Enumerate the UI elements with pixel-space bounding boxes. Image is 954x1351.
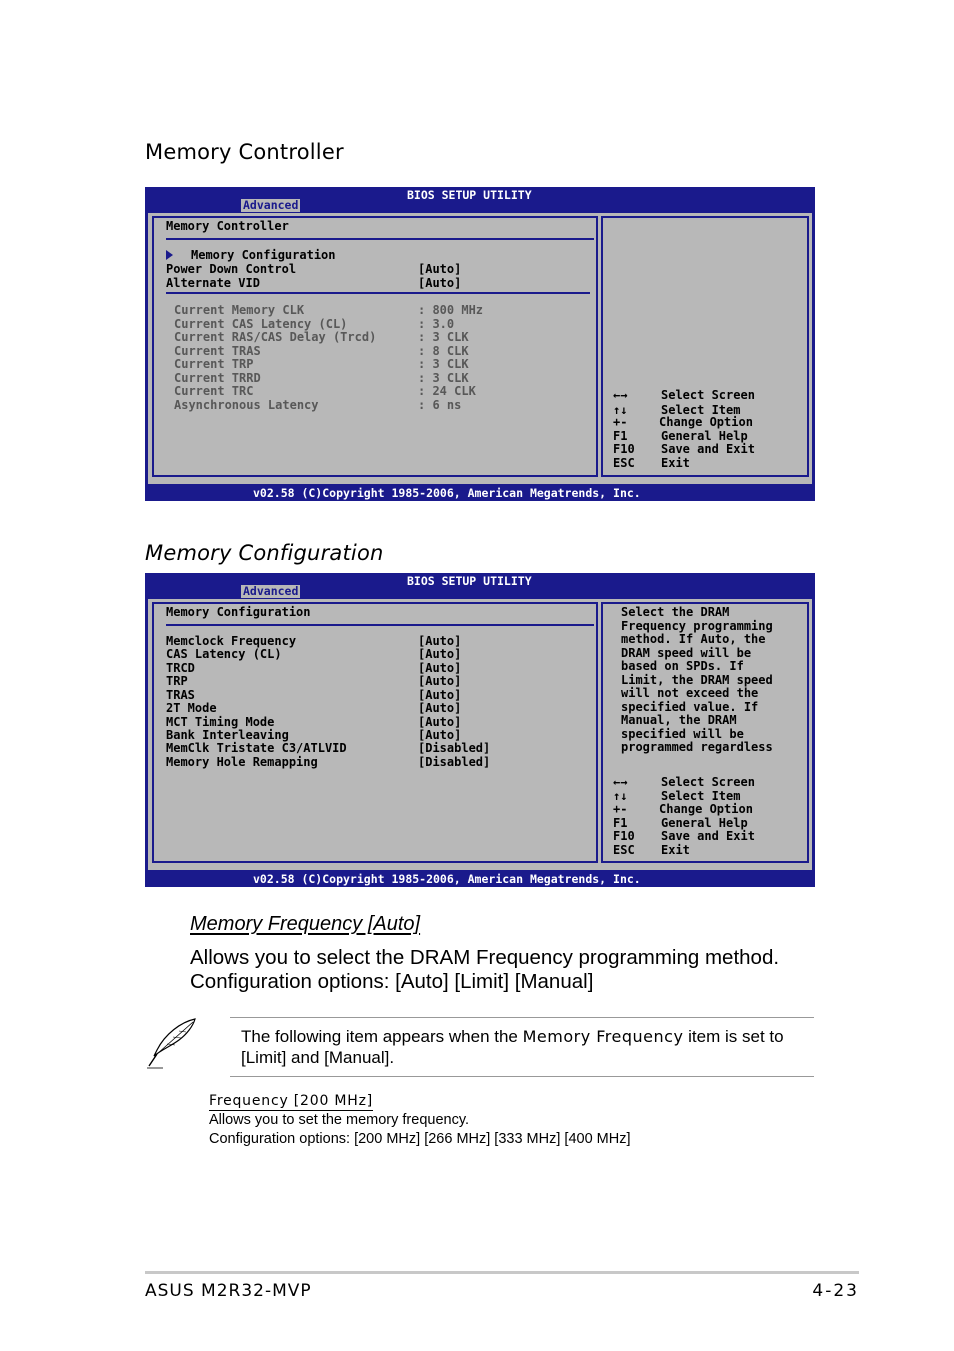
key-f10: F10 [613, 442, 635, 456]
info-row [174, 371, 594, 385]
setting-label: Bank Interleaving [166, 728, 289, 742]
arrows-up-down-icon: ↑↓ [613, 403, 628, 417]
setting-label: CAS Latency (CL) [166, 647, 282, 661]
help-line: method. If Auto, the [621, 632, 766, 646]
info-value: : 3.0 [418, 317, 455, 331]
setting-value[interactable]: [Disabled] [418, 741, 491, 755]
info-value: : 3 CLK [418, 357, 469, 371]
help-line: based on SPDs. If [621, 659, 744, 673]
help-line: Frequency programming [621, 618, 773, 633]
bios-left-panel [152, 216, 598, 477]
info-label: Current TRP [174, 357, 254, 371]
key-row [613, 802, 803, 816]
key-esc: ESC [613, 843, 635, 857]
panel-title: Memory Controller [166, 219, 289, 233]
setting-2t-mode[interactable] [166, 701, 586, 715]
key-desc: Select Item [661, 789, 741, 803]
help-line: Select the DRAM [621, 605, 730, 619]
key-desc: General Help [661, 816, 748, 830]
title-divider [166, 238, 594, 240]
setting-label: Power Down Control [166, 262, 297, 276]
info-value: : 8 CLK [418, 344, 469, 358]
plus-minus-icon: +- [613, 415, 628, 429]
setting-value[interactable]: [Auto] [418, 728, 462, 742]
key-row [613, 429, 803, 443]
copyright-text: v02.58 (C)Copyright 1985-2006, American Megatrends, Inc. [253, 872, 641, 886]
key-desc: Select Screen [661, 775, 755, 789]
info-row [174, 303, 594, 317]
info-value: : 3 CLK [418, 330, 469, 344]
setting-mct-timing-mode[interactable] [166, 715, 586, 729]
key-desc: General Help [661, 429, 748, 443]
key-row [613, 388, 803, 402]
bios-title: BIOS SETUP UTILITY [407, 188, 532, 202]
setting-value[interactable]: [Auto] [418, 674, 462, 688]
setting-value[interactable]: [Disabled] [418, 755, 491, 769]
help-line: Manual, the DRAM [621, 713, 737, 727]
info-label: Current TRAS [174, 344, 261, 358]
tab-advanced[interactable]: Advanced [243, 584, 299, 598]
bios-right-panel [601, 216, 809, 477]
item-options: Configuration options: [Auto] [Limit] [Manual] [190, 970, 594, 993]
help-line: will not exceed the [621, 686, 759, 700]
bios-left-panel [152, 602, 598, 863]
submenu-item-memory-configuration[interactable] [166, 248, 586, 262]
info-label: Current TRRD [174, 371, 261, 385]
bios-title: BIOS SETUP UTILITY [407, 574, 532, 588]
key-f10: F10 [613, 829, 635, 843]
footer-product-name: ASUS M2R32-MVP [145, 1281, 312, 1301]
help-line: specified will be [621, 726, 744, 741]
bios-header [145, 573, 815, 599]
setting-value[interactable]: [Auto] [418, 688, 462, 702]
section-title-memory-controller: Memory Controller [145, 140, 344, 164]
title-divider [166, 624, 594, 626]
key-desc: Select Item [661, 403, 741, 417]
setting-cas-latency[interactable] [166, 647, 586, 661]
footer-page-number: 4-23 [812, 1281, 859, 1301]
submenu-arrow-icon [166, 250, 173, 260]
setting-label: MemClk Tristate C3/ATLVID [166, 741, 347, 755]
note-suffix: item is set to [Limit] and [Manual]. [241, 1027, 784, 1067]
help-text [621, 606, 809, 755]
bios-body [148, 213, 812, 484]
setting-value[interactable]: [Auto] [418, 634, 462, 648]
info-row [174, 357, 594, 371]
key-desc: Change Option [659, 802, 753, 816]
key-desc: Exit [661, 843, 690, 857]
setting-trcd[interactable] [166, 661, 586, 675]
key-row [613, 415, 803, 429]
bios-header [145, 187, 815, 213]
setting-label: MCT Timing Mode [166, 715, 275, 729]
note-emphasis: Memory Frequency [522, 1027, 684, 1046]
note-box [230, 1017, 814, 1077]
setting-label: Memclock Frequency [166, 634, 297, 648]
panel-title: Memory Configuration [166, 605, 311, 619]
setting-label: 2T Mode [166, 701, 217, 715]
subitem-options: Configuration options: [200 MHz] [266 MHz] [333 MHz] [400 MHz] [209, 1131, 631, 1147]
note-feather-icon [145, 1016, 199, 1070]
help-line: specified value. If [621, 699, 759, 714]
arrows-left-right-icon: ←→ [613, 775, 628, 789]
key-row [613, 843, 803, 857]
setting-label: Memory Hole Remapping [166, 755, 318, 769]
item-description: Allows you to select the DRAM Frequency programming method. [190, 946, 780, 969]
info-row [174, 317, 594, 331]
setting-trp[interactable] [166, 674, 586, 688]
bios-right-panel [601, 602, 809, 863]
section-title-memory-configuration: Memory Configuration [145, 541, 384, 565]
subitem-description: Allows you to set the memory frequency. [209, 1112, 470, 1128]
tab-advanced[interactable]: Advanced [243, 198, 299, 212]
footer-divider [145, 1271, 859, 1274]
key-desc: Exit [661, 456, 690, 470]
bios-body [148, 599, 812, 870]
setting-label: TRAS [166, 688, 195, 702]
info-row [174, 330, 594, 344]
info-value: : 6 ns [418, 398, 462, 412]
key-f1: F1 [613, 816, 628, 830]
setting-value[interactable]: [Auto] [418, 276, 462, 290]
setting-tras[interactable] [166, 688, 586, 702]
setting-memclk-tristate[interactable] [166, 741, 586, 755]
info-row [174, 384, 594, 398]
key-desc: Save and Exit [661, 829, 755, 843]
setting-value[interactable]: [Auto] [418, 661, 462, 675]
arrows-up-down-icon: ↑↓ [613, 789, 628, 803]
key-desc: Save and Exit [661, 442, 755, 456]
help-line: Limit, the DRAM speed [621, 672, 773, 687]
info-label: Current CAS Latency (CL) [174, 317, 348, 331]
setting-value[interactable]: [Auto] [418, 647, 462, 661]
info-label: Current RAS/CAS Delay (Trcd) [174, 330, 377, 344]
bios-screen-memory-controller [145, 187, 815, 501]
bios-screen-memory-configuration [145, 573, 815, 887]
key-row [613, 775, 803, 789]
setting-memory-hole-remapping[interactable] [166, 755, 586, 769]
info-label: Current TRC [174, 384, 254, 398]
info-divider [166, 292, 590, 294]
key-row [613, 789, 803, 803]
setting-alternate-vid[interactable] [166, 276, 586, 290]
key-desc: Change Option [659, 415, 753, 429]
help-line: programmed regardless [621, 740, 773, 754]
key-f1: F1 [613, 429, 628, 443]
subitem-title-frequency: Frequency [200 MHz] [209, 1093, 374, 1109]
setting-bank-interleaving[interactable] [166, 728, 586, 742]
setting-label: TRCD [166, 661, 195, 675]
key-row [613, 442, 803, 456]
plus-minus-icon: +- [613, 802, 628, 816]
info-row [174, 398, 594, 412]
setting-label: Alternate VID [166, 276, 260, 290]
setting-value[interactable]: [Auto] [418, 715, 462, 729]
item-title-memory-frequency: Memory Frequency [Auto] [190, 913, 421, 935]
bios-footer [145, 872, 815, 887]
key-esc: ESC [613, 456, 635, 470]
setting-memclock-frequency[interactable] [166, 634, 586, 648]
help-line: DRAM speed will be [621, 645, 752, 660]
info-value: : 3 CLK [418, 371, 469, 385]
key-row [613, 456, 803, 470]
note-prefix: The following item appears when the [241, 1027, 523, 1046]
info-row [174, 344, 594, 358]
arrows-left-right-icon: ←→ [613, 388, 628, 402]
bios-footer [145, 486, 815, 501]
note-text [241, 1026, 811, 1068]
setting-power-down-control[interactable] [166, 262, 586, 276]
setting-value[interactable]: [Auto] [418, 701, 462, 715]
info-value: : 800 MHz [418, 303, 484, 317]
setting-value[interactable]: [Auto] [418, 262, 462, 276]
info-value: : 24 CLK [418, 384, 476, 398]
key-row [613, 829, 803, 843]
key-desc: Select Screen [661, 388, 755, 402]
setting-label: TRP [166, 674, 188, 688]
info-label: Current Memory CLK [174, 303, 305, 317]
info-label: Asynchronous Latency [174, 398, 319, 412]
submenu-label: Memory Configuration [191, 248, 336, 262]
copyright-text: v02.58 (C)Copyright 1985-2006, American Megatrends, Inc. [253, 486, 641, 500]
key-row [613, 816, 803, 830]
